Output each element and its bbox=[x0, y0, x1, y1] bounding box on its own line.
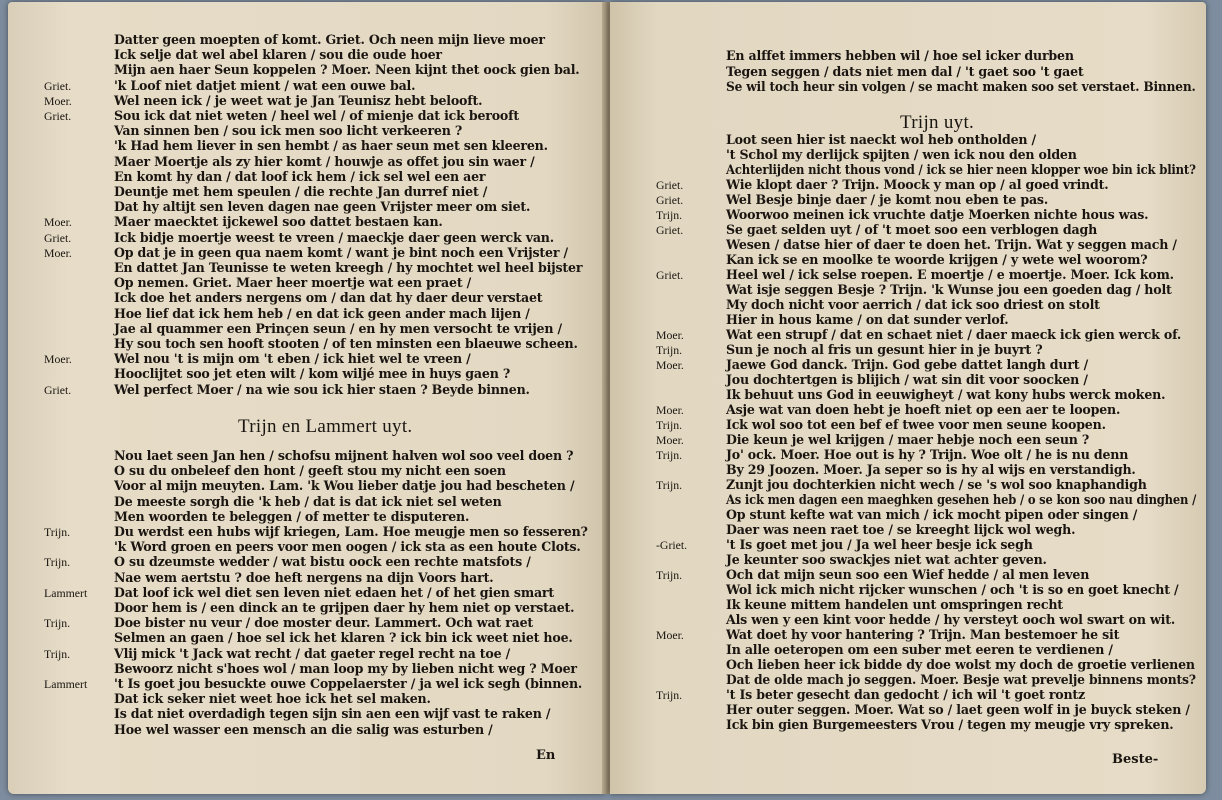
verse-text: Dat ick seker niet weet hoe ick het sel maken. bbox=[114, 691, 431, 707]
speaker-label: Griet. bbox=[44, 230, 72, 245]
verse-text: Men woorden te beleggen / of metter te disputeren. bbox=[114, 508, 470, 524]
verse-text: Du werdst een hubs wijf kriegen, Lam. Hoe meugje men so fesseren? bbox=[114, 524, 588, 539]
verse-text: Heel wel / ick selse roepen. E moertje / e moertje. Moer. Ick kom. bbox=[726, 267, 1174, 282]
verse-text: Bewoorz nicht s'hoes wol / man loop my by lieben nicht weg ? Moer bbox=[114, 660, 577, 676]
speaker-label: Moer. bbox=[44, 352, 72, 367]
speaker-label: Griet. bbox=[44, 109, 72, 123]
verse-text: Wie klopt daer ? Trijn. Moock y man op / al goed vrindt. bbox=[726, 177, 1109, 192]
verse-text: Ick bin gien Burgemeesters Vrou / tegen my meugje vry spreken. bbox=[726, 717, 1174, 732]
speaker-label: Trijn. bbox=[44, 616, 71, 631]
verse-text: Och dat mijn seun soo een Wief hedde / al men leven bbox=[726, 567, 1090, 582]
verse-text: Dat de olde mach jo seggen. Moer. Besje wat prevelje binnens monts? bbox=[726, 672, 1196, 687]
speaker-label: Griet. bbox=[656, 178, 684, 192]
speaker-label: Trijn. bbox=[656, 478, 683, 492]
verse-text: Datter geen moepten of komt. Griet. Och neen mijn lieve moer bbox=[114, 32, 545, 47]
verse-text: My doch nicht voor aerrich / dat ick soo driest on stolt bbox=[726, 297, 1100, 312]
verse-text: Op dat je in geen qua naem komt / want je bint noch een Vrijster / bbox=[114, 244, 568, 260]
verse-text: Deuntje met hem speulen / die rechte Jan durref niet / bbox=[114, 184, 488, 199]
verse-text: Selmen an gaen / hoe sel ick het klaren ? ick bin ick weet niet hoe. bbox=[114, 630, 573, 646]
verse-text: Wat een strupf / dat en schaet niet / daer maeck ick gien werck of. bbox=[726, 327, 1182, 342]
verse-text: Je keunter soo swackjes niet wat achter geven. bbox=[726, 552, 1047, 567]
verse-text: 'k Loof niet datjet mient / wat een ouwe bal. bbox=[114, 77, 416, 93]
verse-text: As ick men dagen een maeghken gesehen heb / o se kon soo nau dinghen / bbox=[726, 492, 1197, 507]
verse-text: En komt hy dan / dat loof ick hem / ick sel wel een aer bbox=[114, 168, 486, 184]
open-book bbox=[8, 2, 1214, 796]
verse-text: Door hem is / een dinck an te grijpen daer hy hem niet op verstaet. bbox=[114, 600, 575, 615]
verse-text: Hooclijtet soo jet eten wilt / kom wiljé mee in huys gaen ? bbox=[114, 366, 511, 382]
verse-text: Wel Besje binje daer / je komt nou eben te pas. bbox=[726, 192, 1049, 207]
verse-text: Jou dochtertgen is blijich / wat sin dit voor soocken / bbox=[726, 372, 1088, 387]
speaker-label: Griet. bbox=[44, 382, 72, 397]
verse-text: Nou laet seen Jan hen / schofsu mijnent halven wol soo veel doen ? bbox=[114, 448, 574, 463]
verse-text: Ik behuut uns God in eeuwigheyt / wat kony hubs werck moken. bbox=[726, 387, 1166, 402]
verse-text: Vlij mick 't Jack wat recht / dat gaeter regel recht na toe / bbox=[114, 645, 511, 661]
speaker-label: Lammert bbox=[44, 585, 88, 600]
verse-text: Och lieben heer ick bidde dy doe wolst my doch de groetie verlienen bbox=[726, 657, 1195, 672]
speaker-label: Trijn. bbox=[44, 525, 71, 539]
verse-text: Asje wat van doen hebt je hoeft niet op een aer te loopen. bbox=[726, 402, 1121, 417]
verse-text: Van sinnen ben / sou ick men soo licht verkeeren ? bbox=[114, 123, 463, 139]
verse-text: Wesen / datse hier of daer te doen het. Trijn. Wat y seggen mach / bbox=[726, 237, 1177, 252]
speaker-label: Moer. bbox=[656, 358, 684, 372]
verse-text: 't Is goet jou besuckte ouwe Coppelaerster / ja wel ick segh (binnen. bbox=[114, 676, 583, 691]
catchword: En bbox=[536, 748, 556, 763]
verse-text: Hoe lief dat ick hem heb / en dat ick geen ander mach lijen / bbox=[114, 305, 530, 321]
left-page bbox=[8, 2, 605, 794]
speaker-label: Moer. bbox=[656, 628, 684, 642]
verse-text: 't Is beter gesecht dan gedocht / ich wil 't goet rontz bbox=[726, 687, 1086, 702]
speaker-label: Moer. bbox=[656, 433, 684, 447]
speaker-label: Moer. bbox=[656, 328, 684, 342]
verse-text: Ick wol soo tot een bef ef twee voor men seune koopen. bbox=[726, 417, 1106, 432]
verse-text: Hier in hous kame / on dat sunder verlof. bbox=[726, 312, 1009, 327]
speaker-label: Griet. bbox=[656, 268, 684, 282]
verse-text: Wel perfect Moer / na wie sou ick hier staen ? Beyde binnen. bbox=[114, 381, 530, 397]
speaker-label: Trijn. bbox=[656, 418, 683, 432]
verse-text: Kan ick se en moolke te woorde krijgen / y wete wel woorom? bbox=[726, 252, 1148, 267]
verse-text: Ick bidje moertje weest te vreen / maeckje daer geen werck van. bbox=[114, 229, 554, 245]
verse-text: Se gaet selden uyt / of 't moet soo een verblogen dagh bbox=[726, 222, 1098, 237]
verse-text: Ick selje dat wel abel klaren / sou die oude hoer bbox=[114, 47, 442, 63]
verse-text: Hy sou toch sen hooft stooten / of ten minsten een blaeuwe scheen. bbox=[114, 336, 578, 351]
speaker-label: Moer. bbox=[656, 403, 684, 417]
verse-text: Op stunt kefte wat van mich / ick mocht pipen oder singen / bbox=[726, 507, 1138, 522]
verse-text: Jae al quammer een Prinçen seun / en hy men versocht te vrijen / bbox=[114, 320, 562, 336]
verse-text: Op nemen. Griet. Maer heer moertje wat een praet / bbox=[114, 275, 472, 291]
speaker-label: Moer. bbox=[44, 93, 72, 108]
verse-text: Her outer seggen. Moer. Wat so / laet geen wolf in je buyck steken / bbox=[726, 702, 1190, 717]
verse-text: De meeste sorgh die 'k heb / dat is dat ick niet sel weten bbox=[114, 493, 502, 509]
speaker-label: Griet. bbox=[656, 223, 684, 237]
speaker-label: Griet. bbox=[656, 193, 684, 207]
verse-text: Sou ick dat niet weten / heel wel / of mienje dat ick berooft bbox=[114, 108, 519, 123]
verse-text: Tegen seggen / dats niet men dal / 't gaet soo 't gaet bbox=[726, 63, 1084, 79]
verse-text: By 29 Joozen. Moer. Ja seper so is hy al wijs en verstandigh. bbox=[726, 462, 1136, 477]
right-page bbox=[610, 2, 1206, 794]
verse-text: Is dat niet overdadigh tegen sijn sin aen een wijf vast te raken / bbox=[114, 706, 551, 722]
speaker-label: Trijn. bbox=[44, 555, 71, 570]
speaker-label: Trijn. bbox=[44, 646, 71, 661]
speaker-label: Moer. bbox=[44, 215, 72, 230]
scene-heading: Trijn uyt. bbox=[900, 112, 975, 133]
speaker-label: Moer. bbox=[44, 245, 72, 260]
verse-text: En dattet Jan Teunisse te weten kreegh / hy mochtet wel heel bijster bbox=[114, 260, 583, 275]
verse-text: Wat isje seggen Besje ? Trijn. 'k Wunse jou een goeden dag / holt bbox=[726, 282, 1172, 297]
speaker-label: -Griet. bbox=[656, 538, 688, 552]
verse-text: Doe bister nu veur / doe moster deur. Lammert. Och wat raet bbox=[114, 615, 534, 631]
verse-text: O su dzeumste wedder / wat bistu oock een rechte matsfots / bbox=[114, 554, 531, 570]
verse-text: In alle oeteropen om een suber met eeren te verdienen / bbox=[726, 642, 1113, 657]
verse-text: Loot seen hier ist naeckt wol heb ontholden / bbox=[726, 132, 1036, 147]
verse-text: Die keun je wel krijgen / maer hebje noch een seun ? bbox=[726, 432, 1090, 447]
speaker-label: Trijn. bbox=[656, 208, 683, 222]
verse-text: Se wil toch heur sin volgen / se macht maken soo set verstaet. Binnen. bbox=[726, 79, 1196, 94]
scene-heading: Trijn en Lammert uyt. bbox=[238, 416, 413, 437]
verse-text: Woorwoo meinen ick vruchte datje Moerken nichte hous was. bbox=[726, 207, 1149, 222]
verse-text: En alffet immers hebben wil / hoe sel icker durben bbox=[726, 48, 1074, 63]
verse-text: Ik keune mittem handelen unt omspringen recht bbox=[726, 597, 1063, 612]
verse-text: Maer Moertje als zy hier komt / houwje as offet jou sin waer / bbox=[114, 153, 535, 169]
speaker-label: Trijn. bbox=[656, 688, 683, 702]
verse-text: Nae wem aertstu ? doe heft nergens na dijn Voors hart. bbox=[114, 569, 494, 585]
verse-text: Zunjt jou dochterkien nicht wech / se 's wol soo knaphandigh bbox=[726, 477, 1147, 492]
verse-text: Sun je noch al fris un gesunt hier in je buyrt ? bbox=[726, 342, 1043, 357]
speaker-label: Griet. bbox=[44, 78, 72, 93]
verse-text: Wel neen ick / je weet wat je Jan Teunisz hebt belooft. bbox=[114, 92, 483, 108]
verse-text: Wat doet hy voor hantering ? Trijn. Man bestemoer he sit bbox=[726, 627, 1120, 642]
verse-text: Voor al mijn meuyten. Lam. 'k Wou lieber datje jou had bescheten / bbox=[114, 478, 575, 494]
verse-text: O su du onbeleef den hont / geeft stou my nicht een soen bbox=[114, 463, 506, 479]
verse-text: Maer maecktet ijckewel soo dattet bestaen kan. bbox=[114, 214, 443, 230]
speaker-label: Trijn. bbox=[656, 343, 683, 357]
speaker-label: Trijn. bbox=[656, 568, 683, 582]
verse-text: Ick doe het anders nergens om / dan dat hy daer deur verstaet bbox=[114, 290, 543, 306]
verse-text: Wel nou 't is mijn om 't eben / ick hiet wel te vreen / bbox=[114, 351, 471, 367]
verse-text: Dat hy altijt sen leven dagen nae geen Vrijster meer om siet. bbox=[114, 199, 531, 215]
verse-text: Jaewe God danck. Trijn. God gebe dattet langh durt / bbox=[726, 357, 1088, 372]
verse-text: 'k Word groen en peers voor men oogen / ick sta as een houte Clots. bbox=[114, 539, 581, 555]
verse-text: 't Is goet met jou / Ja wel heer besje ick segh bbox=[726, 537, 1033, 552]
speaker-label: Lammert bbox=[44, 677, 88, 691]
verse-text: Mijn aen haer Seun koppelen ? Moer. Neen kijnt thet oock gien bal. bbox=[114, 62, 580, 78]
verse-text: Daer was neen raet toe / se kreeght lijck wol wegh. bbox=[726, 522, 1076, 537]
verse-text: 'k Had hem liever in sen hembt / as haer seun met sen kleeren. bbox=[114, 138, 548, 154]
catchword: Beste- bbox=[1112, 752, 1159, 767]
speaker-label: Trijn. bbox=[656, 448, 683, 462]
verse-text: Dat loof ick wel diet sen leven niet edaen het / of het gien smart bbox=[114, 584, 554, 600]
verse-text: Achterlijden nicht thous vond / ick se hier neen klopper woe bin ick blint? bbox=[726, 162, 1196, 177]
verse-text: Wol ick mich nicht rijcker wunschen / och 't is so en goet knecht / bbox=[726, 582, 1179, 597]
verse-text: 't Schol my derlijck spijten / wen ick nou den olden bbox=[726, 147, 1077, 162]
verse-text: Als wen y een kint voor hedde / hy versteyt ooch wol swart on wit. bbox=[726, 612, 1176, 627]
verse-text: Jo' ock. Moer. Hoe out is hy ? Trijn. Woe olt / he is nu denn bbox=[726, 447, 1129, 462]
verse-text: Hoe wel wasser een mensch an die salig was esturben / bbox=[114, 721, 493, 737]
